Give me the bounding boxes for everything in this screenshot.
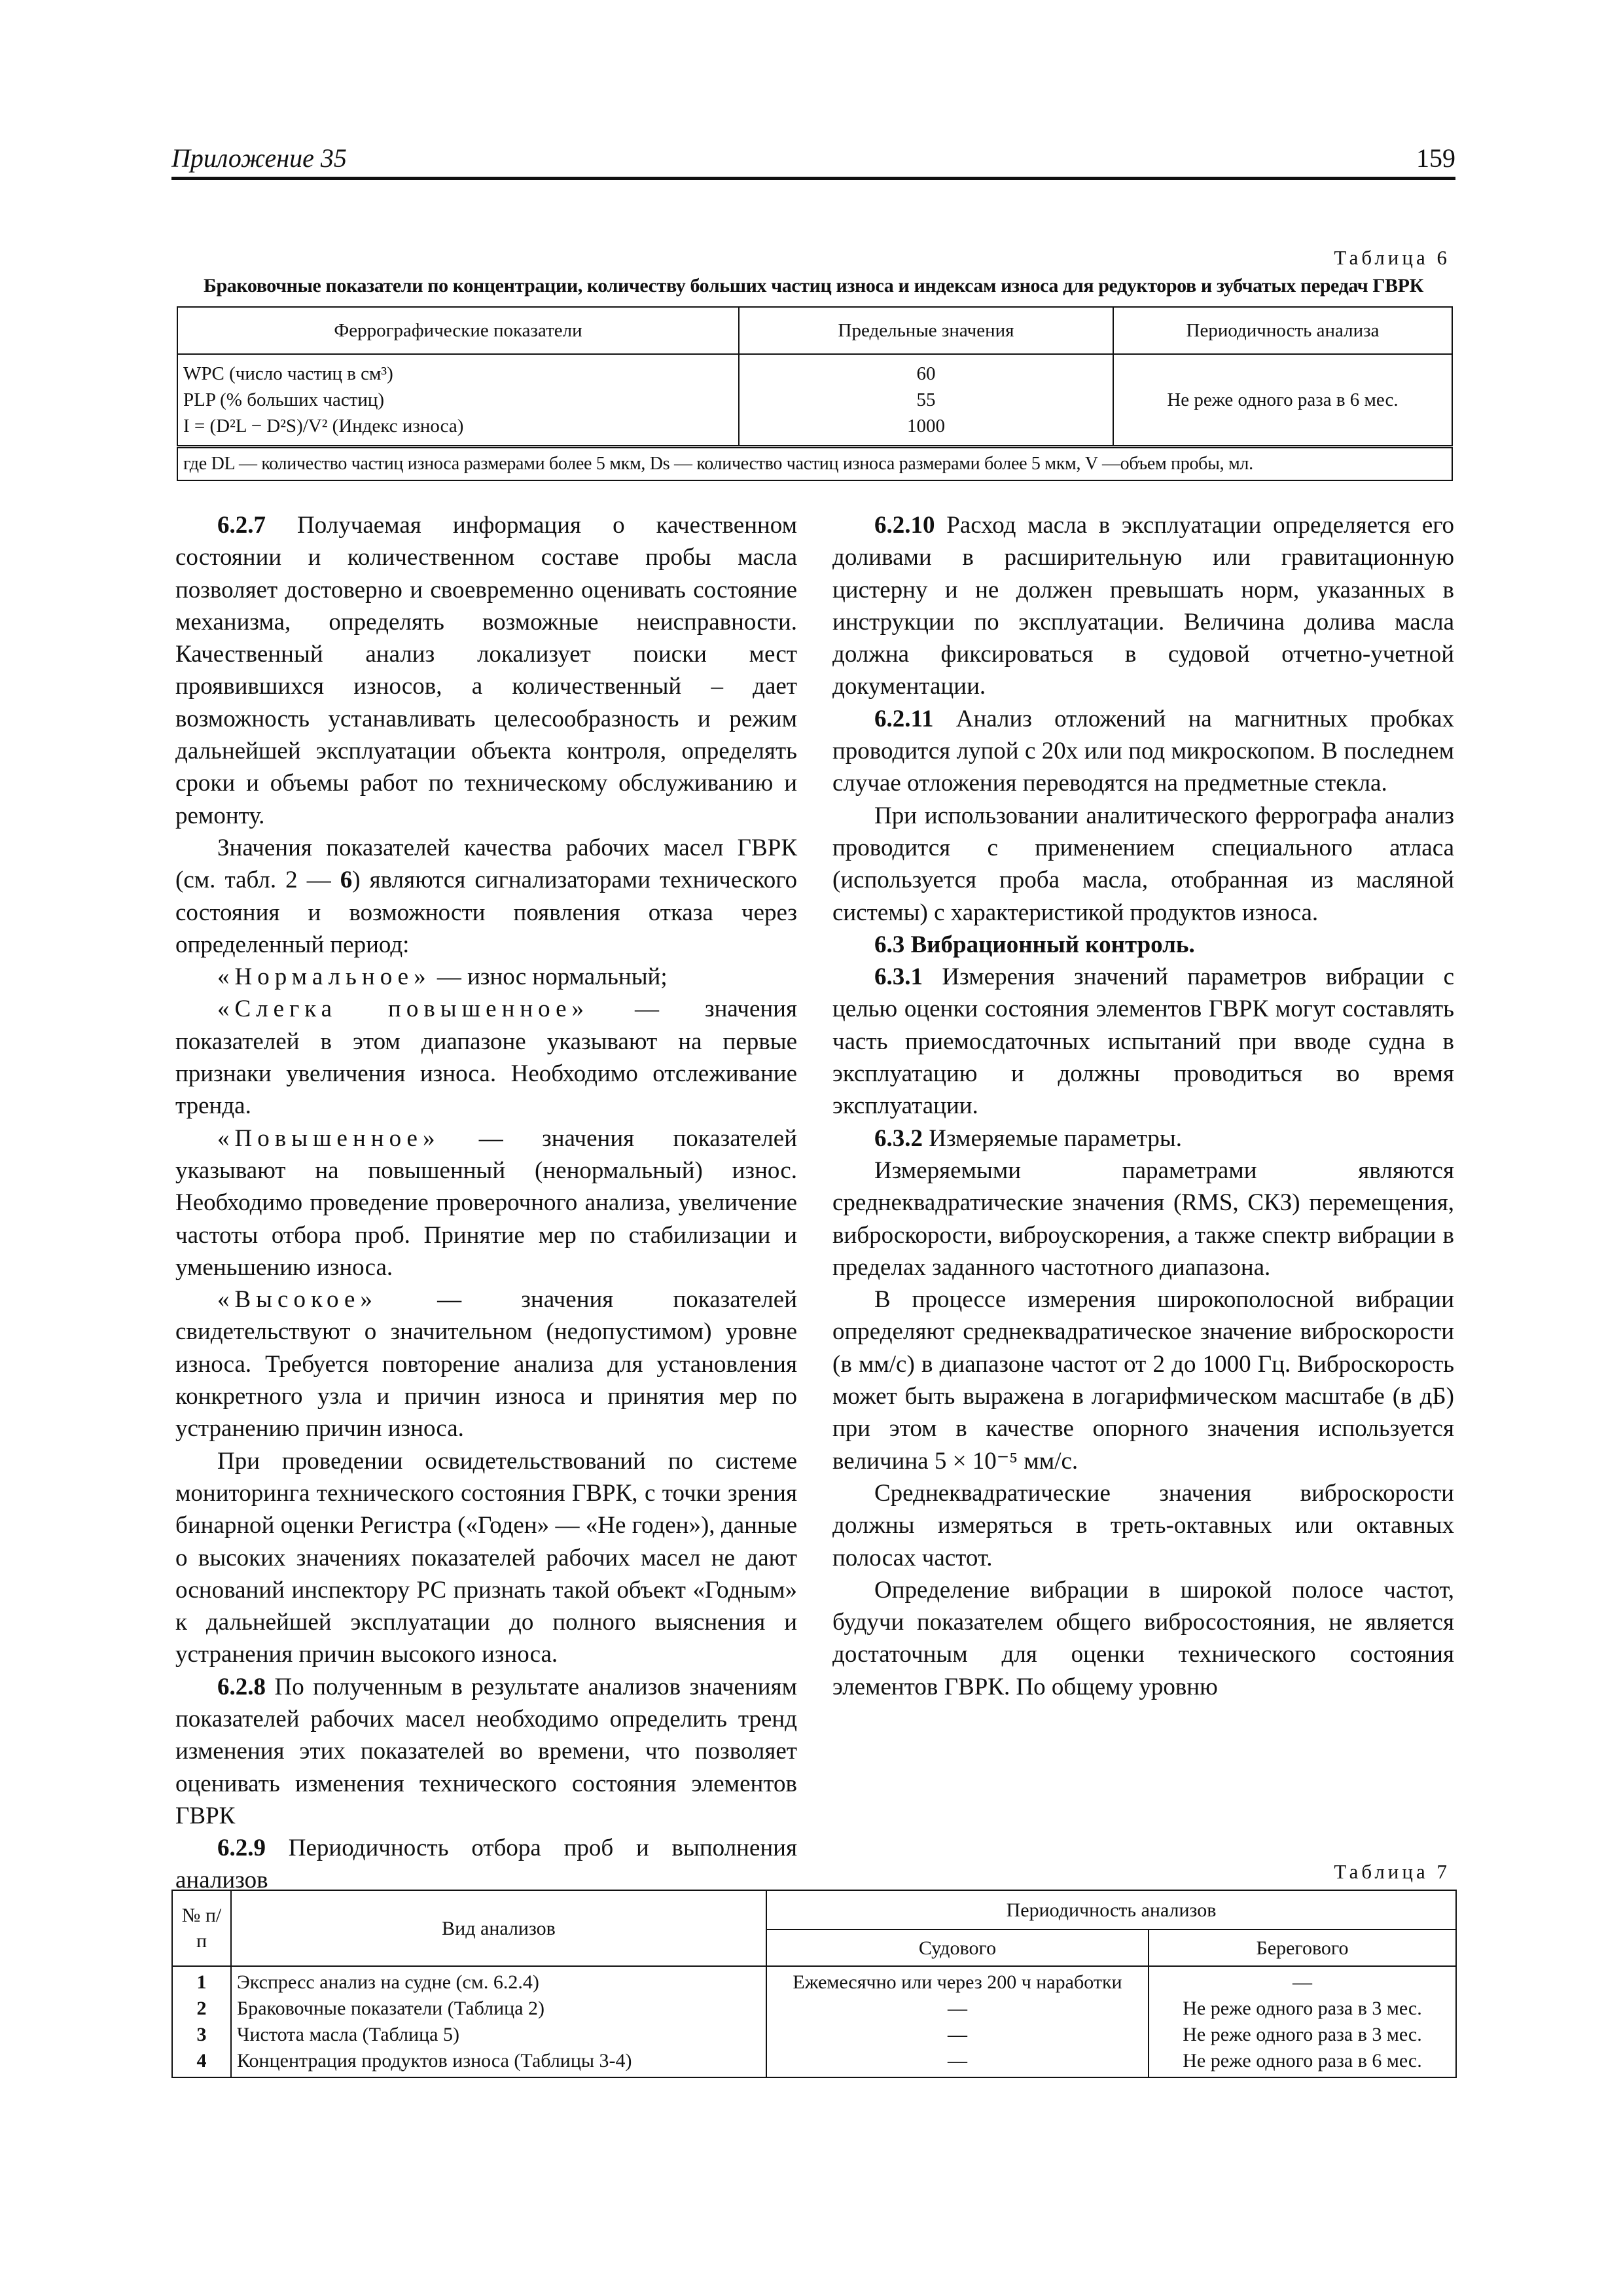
paragraph-6-2-11: 6.2.11 Анализ отложений на магнитных пробках проводится лупой с 20х или под микроскопом. В последнем случае отложения переводятся на предметные стекла.	[832, 705, 1454, 797]
indicator-plp: PLP (% больших частиц)	[183, 389, 385, 410]
table7-label: Таблица 7	[1334, 1860, 1450, 1883]
section-number: 6.3.2	[874, 1124, 923, 1152]
table6-col-limits: Предельные значения	[739, 307, 1113, 354]
table6-header-row	[177, 307, 1452, 354]
row-number: 3	[196, 2024, 207, 2045]
ship-periodicity: —	[948, 2050, 967, 2072]
table7-ship-values	[766, 1966, 1149, 2077]
paragraph-survey: При проведении освидетельствований по системе мониторинга технического состояния ГВРК, с точки зрения бинарной оценки Регистра («Годен» — «Не годен»), данные о высоких значениях показателей рабочих масел не дают оснований инспектору РС признать такой объект «Годным» к дальнейшей эксплуатации до полного выяснения и устранения причин высокого износа.	[175, 1447, 797, 1668]
paragraph-normal: «Нормальное» — износ нормальный;	[217, 963, 668, 991]
analysis-type: Экспресс анализ на судне (см. 6.2.4)	[237, 1971, 539, 1993]
table7-col-shore: Берегового	[1149, 1929, 1456, 1966]
table6-periodicity: Не реже одного раза в 6 мес.	[1113, 354, 1452, 447]
table7-shore-values	[1149, 1966, 1456, 2077]
table7-header-row-1	[172, 1890, 1456, 1929]
limit-wpc: 60	[916, 363, 936, 384]
shore-periodicity: Не реже одного раза в 6 мес.	[1183, 2050, 1422, 2072]
left-column	[175, 509, 797, 1897]
table7-body	[172, 1966, 1456, 2077]
ship-periodicity: —	[948, 2024, 967, 2045]
table6-footnote-row	[177, 447, 1452, 481]
header-rule	[171, 177, 1455, 180]
page-number: 159	[1416, 143, 1455, 173]
paragraph-broadband: В процессе измерения широкополосной вибрации определяют среднеквадратическое значение виброскорости (в мм/с) в диапазоне частот от 2 до 1000 Гц. Виброскорость может быть выражена в логарифмическом масштабе (в дБ) при этом в качестве опорного значения используется величина 5 × 10⁻⁵ мм/с.	[832, 1286, 1454, 1475]
paragraph-ferrograph: При использовании аналитического феррографа анализ проводится с применением специального атласа (используется проба масла, отобранная из масляной системы) с характеристикой продуктов износа.	[832, 802, 1454, 926]
table7-col-ship: Судового	[766, 1929, 1149, 1966]
table7-types	[231, 1966, 766, 2077]
table7-col-type: Вид анализов	[231, 1890, 766, 1966]
shore-periodicity: Не реже одного раза в 3 мес.	[1183, 1998, 1422, 2019]
table6	[177, 306, 1453, 481]
running-header	[171, 143, 1455, 178]
paragraph-wideband: Определение вибрации в широкой полосе частот, будучи показателем общего вибросостояния, не является достаточным для оценки технического состояния элементов ГВРК. По общему уровню	[832, 1576, 1454, 1700]
paragraph-6-2-10: 6.2.10 Расход масла в эксплуатации определяется его доливами в расширительную или гравитационную цистерну и не должен превышать норм, указанных в инструкции по эксплуатации. Величина долива масла должна фиксироваться в судовой отчетно-учетной документации.	[832, 512, 1454, 700]
table6-col-periodicity: Периодичность анализа	[1113, 307, 1452, 354]
section-number: 6.2.7	[217, 512, 266, 539]
table6-footnote: где DL — количество частиц износа размерами более 5 мкм, Ds — количество частиц износа размерами более 5 мкм, V —объем пробы, мл.	[177, 447, 1452, 481]
ship-periodicity: —	[948, 1998, 967, 2019]
header-title: Приложение 35	[171, 143, 347, 173]
paragraph-6-2-8: 6.2.8 По полученным в результате анализов значениям показателей рабочих масел необходимо определить тренд изменения этих показателей во времени, что позволяет оценивать изменения технического состояния элементов ГВРК	[175, 1673, 797, 1829]
paragraph-quality-values: Значения показателей качества рабочих масел ГВРК (см. табл. 2 — 6) являются сигнализаторами технического состояния и возможности появления отказа через определенный период:	[175, 834, 797, 958]
row-number: 1	[196, 1971, 207, 1993]
paragraph-6-2-7: 6.2.7 Получаемая информация о качественном состоянии и количественном составе пробы масла позволяет достоверно и своевременно оценивать состояние механизма, определять возможные неисправности. Качественный анализ локализует поиски мест проявившихся износов, а количественный – дает возможность устанавливать целесообразность и режим дальнейшей эксплуатации объекта контроля, определять сроки и объемы работ по техническому обслуживанию и ремонту.	[175, 512, 797, 829]
section-number: 6.2.10	[874, 512, 935, 539]
paragraph-slightly-elevated: «Слегка повышенное» — значения показателей в этом диапазоне указывают на первые признаки увеличения износа. Необходимо отслеживание тренда.	[175, 996, 797, 1120]
limit-plp: 55	[916, 389, 936, 410]
row-number: 2	[196, 1998, 207, 2019]
table6-limits	[739, 354, 1113, 447]
paragraph-6-3-1: 6.3.1 Измерения значений параметров вибрации с целью оценки состояния элементов ГВРК могут составлять часть приемосдаточных испытаний при вводе судна в эксплуатацию и должны проводиться во время эксплуатации.	[832, 963, 1454, 1120]
paragraph-elevated: «Повышенное» — значения показателей указывают на повышенный (ненормальный) износ. Необходимо проведение проверочного анализа, увеличение частоты отбора проб. Принятие мер по стабилизации и уменьшению износа.	[175, 1124, 797, 1281]
section-number: 6.2.8	[217, 1673, 266, 1700]
paragraph-6-3-2: 6.3.2 Измеряемые параметры.	[874, 1124, 1182, 1152]
paragraph-rms: Среднеквадратические значения виброскорости должны измеряться в треть-октавных или октавных полосах частот.	[832, 1479, 1454, 1571]
section-number: 6.2.11	[874, 705, 934, 732]
table6-label: Таблица 6	[1334, 246, 1450, 269]
table6-col-indicators: Феррографические показатели	[177, 307, 739, 354]
table7	[171, 1890, 1457, 2078]
ship-periodicity: Ежемесячно или через 200 ч наработки	[793, 1971, 1122, 1993]
row-number: 4	[196, 2050, 207, 2072]
table6-indicators	[177, 354, 739, 447]
shore-periodicity: —	[1293, 1971, 1312, 1993]
table7-col-number: № п/п	[172, 1890, 231, 1966]
indicator-wpc: WPC (число частиц в см³)	[183, 363, 393, 384]
analysis-type: Чистота масла (Таблица 5)	[237, 2024, 459, 2045]
table7-numbers	[172, 1966, 231, 2077]
shore-periodicity: Не реже одного раза в 3 мес.	[1183, 2024, 1422, 2045]
section-number: 6.2.9	[217, 1835, 266, 1862]
analysis-type: Браковочные показатели (Таблица 2)	[237, 1998, 545, 2019]
table7-col-periodicity: Периодичность анализов	[766, 1890, 1456, 1929]
paragraph-measured-params: Измеряемыми параметрами являются среднеквадратические значения (RMS, СКЗ) перемещения, виброскорости, виброускорения, а также спектр вибрации в пределах заданного частотного диапазона.	[832, 1157, 1454, 1281]
paragraph-6-2-9: 6.2.9 Периодичность отбора проб и выполнения анализов	[175, 1835, 797, 1894]
section-number: 6.3.1	[874, 963, 923, 991]
indicator-wear-index: I = (D²L − D²S)/V² (Индекс износа)	[183, 416, 464, 437]
section-heading-6-3: 6.3 Вибрационный контроль.	[874, 931, 1195, 958]
paragraph-high: «Высокое» — значения показателей свидетельствуют о значительном (недопустимом) уровне износа. Требуется повторение анализа для установления конкретного узла и причин износа и принятия мер по устранению причин износа.	[175, 1286, 797, 1443]
analysis-type: Концентрация продуктов износа (Таблицы 3-4)	[237, 2050, 632, 2072]
table6-title: Браковочные показатели по концентрации, количеству больших частиц износа и индексам износа для редукторов и зубчатых передач ГВРК	[204, 275, 1423, 296]
limit-wear-index: 1000	[907, 416, 945, 437]
table6-body-row	[177, 354, 1452, 447]
right-column	[832, 509, 1454, 1703]
